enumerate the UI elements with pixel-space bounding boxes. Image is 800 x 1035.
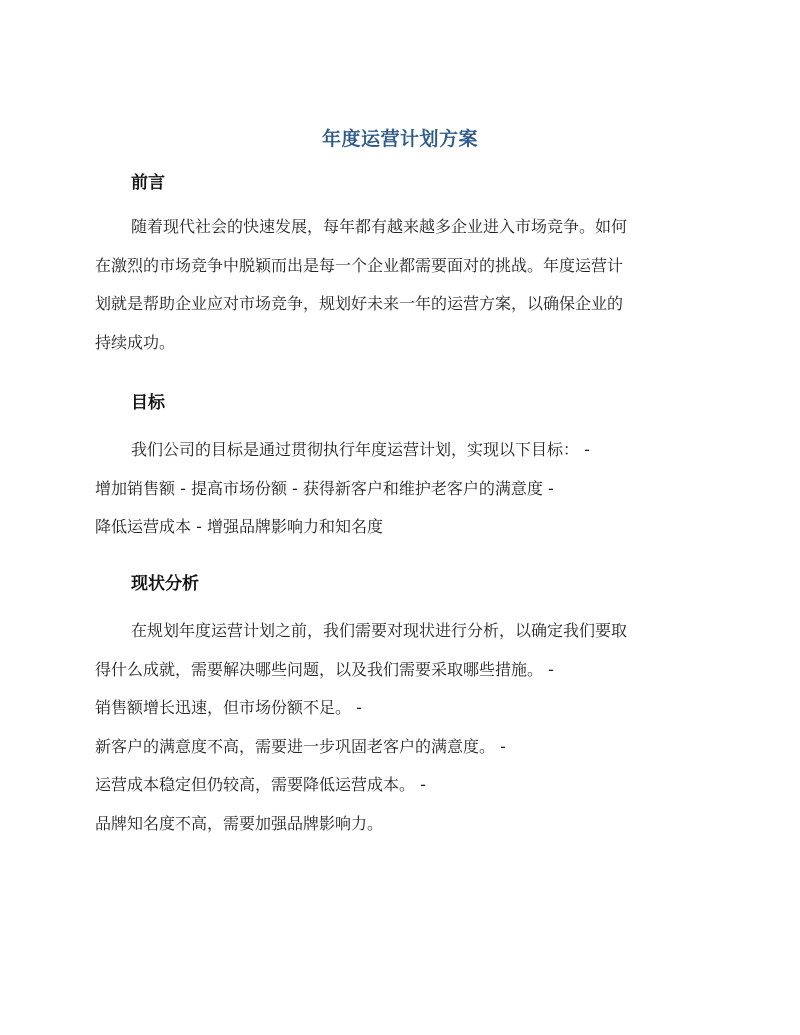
document-title: 年度运营计划方案 — [321, 128, 478, 150]
paragraph-line: 增加销售额 - 提高市场份额 - 获得新客户和维护老客户的满意度 - — [95, 478, 554, 498]
paragraph-line: 品牌知名度不高，需要加强品牌影响力。 — [95, 813, 384, 833]
section-heading-goals: 目标 — [131, 393, 165, 413]
paragraph-line: 随着现代社会的快速发展，每年都有越来越多企业进入市场竞争。如何 — [131, 217, 628, 236]
section-paragraph-goals — [95, 431, 715, 547]
paragraph-line: 持续成功。 — [95, 332, 176, 352]
section-heading-analysis: 现状分析 — [131, 574, 199, 594]
paragraph-line: 运营成本稳定但仍较高，需要降低运营成本。 - — [95, 775, 426, 794]
paragraph-line: 在激烈的市场竞争中脱颖而出是每一个企业都需要面对的挑战。年度运营计 — [95, 255, 624, 275]
paragraph-line: 在规划年度运营计划之前，我们需要对现状进行分析，以确定我们要取 — [131, 621, 628, 640]
section-paragraph-analysis — [95, 612, 715, 843]
section-paragraph-preface — [95, 208, 715, 362]
paragraph-line: 销售额增长迅速，但市场份额不足。 - — [95, 698, 362, 717]
paragraph-line: 得什么成就，需要解决哪些问题，以及我们需要采取哪些措施。 - — [95, 659, 554, 679]
paragraph-line: 新客户的满意度不高，需要进一步巩固老客户的满意度。 - — [95, 736, 506, 756]
paragraph-line: 划就是帮助企业应对市场竞争，规划好未来一年的运营方案，以确保企业的 — [95, 294, 624, 313]
paragraph-line: 我们公司的目标是通过贯彻执行年度运营计划，实现以下目标： - — [131, 440, 590, 459]
section-heading-preface: 前言 — [131, 173, 165, 193]
paragraph-line: 降低运营成本 - 增强品牌影响力和知名度 — [95, 517, 383, 536]
